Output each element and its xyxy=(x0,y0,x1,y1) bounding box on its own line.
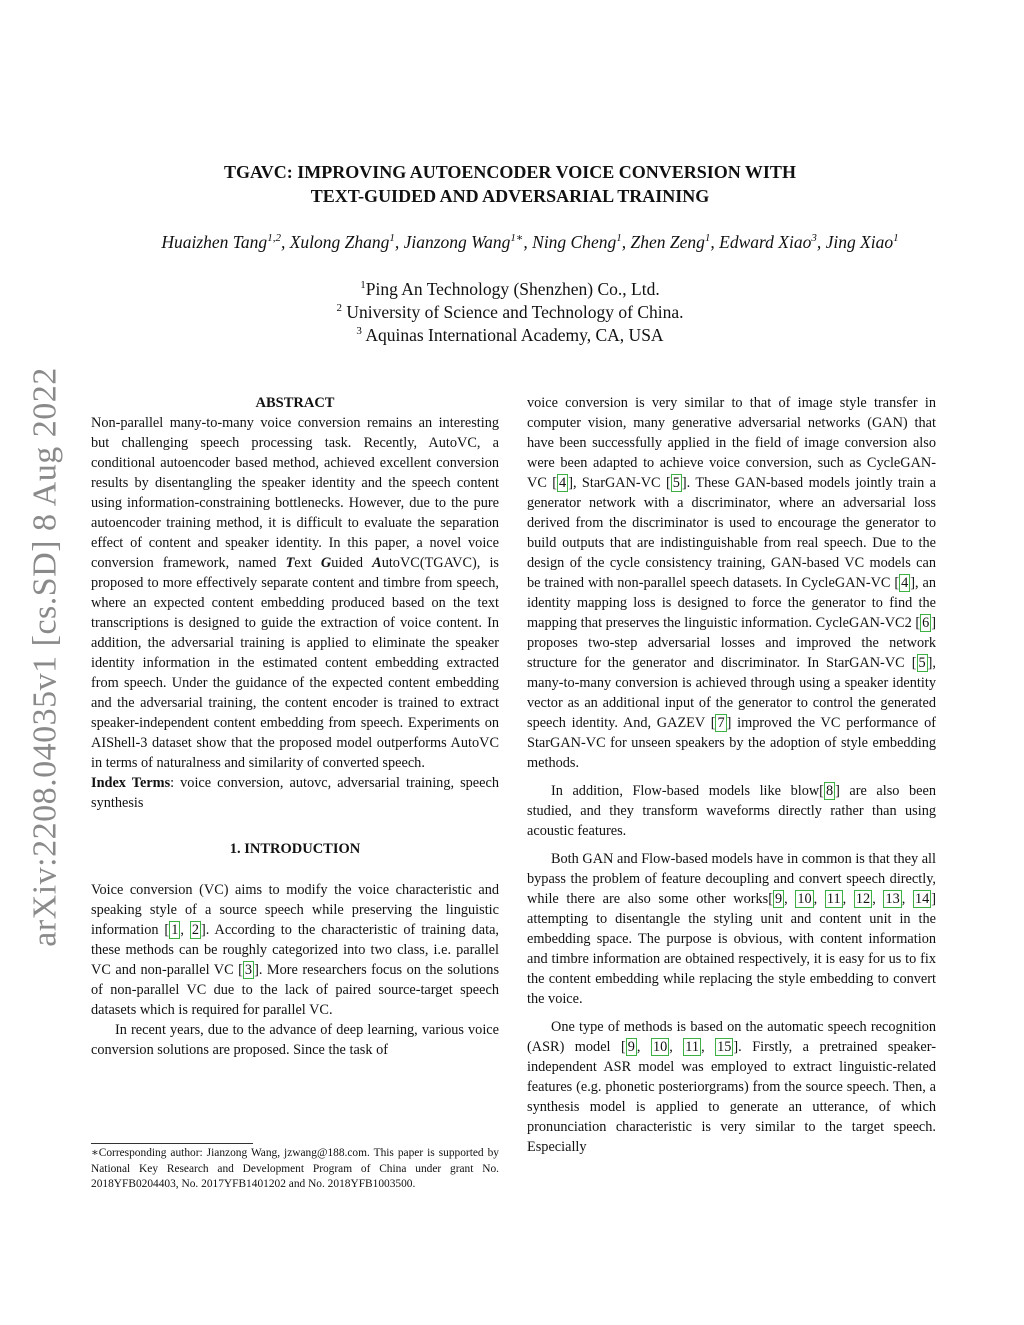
footnote-divider xyxy=(91,1143,253,1144)
body-text: ] are also been studied, and they transform waveforms directly rather than using acoustic features. xyxy=(527,783,936,839)
citation-link[interactable]: 11 xyxy=(685,1039,700,1055)
affiliation xyxy=(160,301,860,324)
citation-link[interactable]: 4 xyxy=(559,475,567,491)
abstract-emphasis-letter: A xyxy=(372,555,382,571)
body-text: voice conversion is very similar to that of image style transfer in computer vision, many generative adversarial networks (GAN) that have been successfully applied in the field of image conversion also were been adapted to achieve voice conversion, such as CycleGAN-VC [ xyxy=(527,395,936,491)
intro-paragraph-1: Voice conversion (VC) aims to modify the voice characteristic and speaking style of a source speech while preserving the linguistic information [ 1 , 2 ]. According to the characteristic of training data, these methods can be roughly categorized into two class, i.e. parallel VC and non-parallel VC [ 3 ]. More researchers focus on the solutions of non-parallel VC due to the lack of paired source-target speech datasets which is required for parallel VC. xyxy=(91,882,500,1018)
author-affiliation-mark: 1 xyxy=(616,232,622,244)
citation-link[interactable]: 6 xyxy=(922,615,930,631)
abstract-text-part: ext xyxy=(294,555,321,571)
body-text: ], many-to-many conversion is achieved through using a speaker identity vector as an additional input of the generator to control the generated speech identity. And, GAZEV [ xyxy=(527,655,936,731)
affiliation-number: 1 xyxy=(360,279,366,291)
body-paragraph-1 xyxy=(527,393,936,773)
body-text: ], StarGAN-VC [ xyxy=(568,475,671,491)
intro-text: Voice conversion (VC) aims to modify the voice characteristic and speaking style of a source speech while preserving the linguistic information [ xyxy=(91,882,499,938)
right-column xyxy=(527,393,936,1157)
body-text: In addition, Flow-based models like blow[ xyxy=(551,783,824,799)
body-text: ]. Firstly, a pretrained speaker-independent ASR model was employed to extract linguistic-related features (e.g. phonetic posteriorgrams) from the source speech. Then, a synthesis model is applied to generate an utterance, of which pronunciation characteristic is very similar to the target speech. Especially xyxy=(527,1039,937,1155)
affiliation-number: 2 xyxy=(336,302,342,314)
body-text: ], an identity mapping loss is designed to force the generator to find the mapping that preserves the linguistic information. CycleGAN-VC2 [ xyxy=(527,575,936,631)
author-affiliation-mark: 1 xyxy=(893,232,899,244)
affiliation-text: Ping An Technology (Shenzhen) Co., Ltd. xyxy=(365,279,660,299)
citation-link[interactable]: 10 xyxy=(652,1039,668,1055)
citation-link[interactable]: 4 xyxy=(901,575,909,591)
body-text: One type of methods is based on the automatic speech recognition (ASR) model [ xyxy=(527,1019,936,1055)
abstract-text-part: utoVC(TGAVC), is proposed to more effectively separate content and timbre from speech, where an expected content embedding produced based on the text transcriptions is designed to guide the extraction of voice content. In addition, the adversarial training is applied to eliminate the speaker identity information in the estimated content embedding extracted from speech. Under the guidance of the expected content embedding and the adversarial training, the content encoder is trained to extract speaker-independent content embedding from speech. Experiments on AIShell-3 dataset show that the proposed model outperforms AutoVC in terms of naturalness and similarity of converted speech. xyxy=(91,555,499,771)
affiliation-list xyxy=(160,278,860,347)
citation-link[interactable]: 11 xyxy=(826,891,841,907)
citation-link[interactable]: 1 xyxy=(171,922,179,938)
author-affiliation-mark: 1∗ xyxy=(510,232,524,244)
affiliation-text: University of Science and Technology of China. xyxy=(341,302,684,322)
affiliation xyxy=(160,278,860,301)
left-column xyxy=(91,393,499,1060)
title-line-1: TGAVC: IMPROVING AUTOENCODER VOICE CONVERSION WITH xyxy=(224,162,796,182)
abstract-text xyxy=(91,413,499,773)
author-affiliation-mark: 3 xyxy=(811,232,817,244)
author-name: Huaizhen Tang xyxy=(161,232,268,252)
affiliation-number: 3 xyxy=(356,325,362,337)
citation-link[interactable]: 3 xyxy=(244,962,253,978)
body-paragraph-4: One type of methods is based on the automatic speech recognition (ASR) model [ 9 , 10 , 11 , 15 ]. Firstly, a pretrained speaker-independent ASR model was employed to extract linguistic-related features (e.g. phonetic posteriorgrams) from the source speech. Then, a synthesis model is applied to generate an utterance, of which pronunciation characteristic is very similar to the target speech. Especially xyxy=(527,1019,937,1155)
footnote: ∗Corresponding author: Jianzong Wang, jzwang@188.com. This paper is supported by National Key Research and Development Program of China under grant No. 2018YFB0204403, No. 2017YFB1401202 and No. 2018YFB1003500. xyxy=(91,1147,499,1190)
introduction-heading: 1. INTRODUCTION xyxy=(229,841,361,857)
citation-link[interactable]: 13 xyxy=(885,891,900,907)
author-name: Jing Xiao xyxy=(825,232,894,252)
affiliation-text: Aquinas International Academy, CA, USA xyxy=(361,325,664,345)
citation-link[interactable]: 8 xyxy=(825,783,834,799)
index-terms xyxy=(91,773,499,813)
index-terms-label: Index Terms xyxy=(91,775,171,791)
abstract-emphasis-letter: G xyxy=(320,555,332,571)
abstract-heading: ABSTRACT xyxy=(255,395,335,411)
body-paragraph-3: Both GAN and Flow-based models have in common is that they all bypass the problem of feature decoupling and convert speech directly, while there are also some other works[ 9 , 10 , 11 , 12 , 13 , 14 ] attempting to disentangle the styling unit and content unit in the embedding space. The purpose is obvious, with content information and timbre information are obtained respectively, it is easy for us to fix the content embedding while replacing the style embedding to convert the voice. xyxy=(527,851,937,1007)
arxiv-side-stamp xyxy=(22,352,70,962)
citation-link[interactable]: 5 xyxy=(672,475,680,491)
citation-link[interactable]: 2 xyxy=(191,922,200,938)
citation-link[interactable]: 7 xyxy=(717,715,725,731)
body-text: Both GAN and Flow-based models have in common is that they all bypass the problem of feature decoupling and convert speech directly, while there are also some other works[ xyxy=(527,851,936,907)
body-text: ] attempting to disentangle the styling unit and content unit in the embedding space. The purpose is obvious, with content information and timbre information are obtained respectively, it is easy for us to fix the content embedding while replacing the style embedding to convert the voice. xyxy=(527,891,937,1007)
paper-title xyxy=(110,160,910,208)
author-name: Edward Xiao xyxy=(719,232,812,252)
index-terms-text: : voice conversion, autovc, adversarial training, speech synthesis xyxy=(91,775,499,811)
citation-link[interactable]: 9 xyxy=(774,891,783,907)
affiliation xyxy=(160,324,860,347)
citation-link[interactable]: 15 xyxy=(717,1039,732,1055)
body-text: ] proposes two-step adversarial losses and improved the network structure for the generator and discriminator. In StarGAN-VC [ xyxy=(527,615,937,671)
author-name: Ning Cheng xyxy=(532,232,617,252)
arxiv-identifier: arXiv:2208.04035v1 [cs.SD] 8 Aug 2022 xyxy=(27,367,64,947)
citation-link[interactable]: 10 xyxy=(797,891,812,907)
author-name: Xulong Zhang xyxy=(289,232,390,252)
abstract-emphasis-letter: T xyxy=(285,555,295,571)
author-list: Huaizhen Tang$^{1,2}$, Xulong Zhang$^1$, Jianzong Wang$^{1∗}$, Ning Cheng$^1$, Zhen Zeng$^1$, Edward Xiao$^3$, Jing Xiao$^1$ xyxy=(161,232,899,252)
citation-link[interactable]: 14 xyxy=(914,891,930,907)
author-affiliation-mark: 1 xyxy=(389,232,395,244)
abstract-text-part: uided xyxy=(331,555,363,571)
body-text: ] improved the VC performance of StarGAN-VC for unseen speakers by the adoption of style embedding methods. xyxy=(527,715,936,771)
body-text: ]. These GAN-based models jointly train a generator network with a discriminator, where an adversarial loss derived from the discriminator is used to encourage the generator to build outputs that are indistinguishable from real speech. Due to the design of the cycle consistency training, GAN-based VC models can be trained with non-parallel speech datasets. In CycleGAN-VC [ xyxy=(527,475,937,591)
author-name: Zhen Zeng xyxy=(630,232,705,252)
intro-text: ]. According to the characteristic of training data, these methods can be roughly categorized into two class, i.e. parallel VC and non-parallel VC [ xyxy=(91,922,499,978)
body-paragraph-2 xyxy=(527,781,936,841)
citation-link[interactable]: 9 xyxy=(627,1039,635,1055)
abstract-text-part: Non-parallel many-to-many voice conversion remains an interesting but challenging speech processing task. Recently, AutoVC, a conditional autoencoder based method, achieved excellent conversion results by disentangling the speaker identity and the speech content using information-constraining bottlenecks. However, due to the pure autoencoder training method, it is difficult to evaluate the separation effect of content and speaker identity. In this paper, a novel voice conversion framework, named xyxy=(91,415,499,571)
intro-paragraph-2: In recent years, due to the advance of deep learning, various voice conversion solutions are proposed. Since the task of xyxy=(91,1022,499,1058)
author-name: Jianzong Wang xyxy=(403,232,511,252)
title-line-2: TEXT-GUIDED AND ADVERSARIAL TRAINING xyxy=(310,186,710,206)
author-affiliation-mark: 1 xyxy=(704,232,711,244)
intro-text: ]. More researchers focus on the solutions of non-parallel VC due to the lack of paired source-target speech datasets which is required for parallel VC. xyxy=(91,962,500,1018)
author-affiliation-mark: 1,2 xyxy=(267,232,281,244)
citation-link[interactable]: 5 xyxy=(918,655,926,671)
citation-link[interactable]: 12 xyxy=(855,891,871,907)
